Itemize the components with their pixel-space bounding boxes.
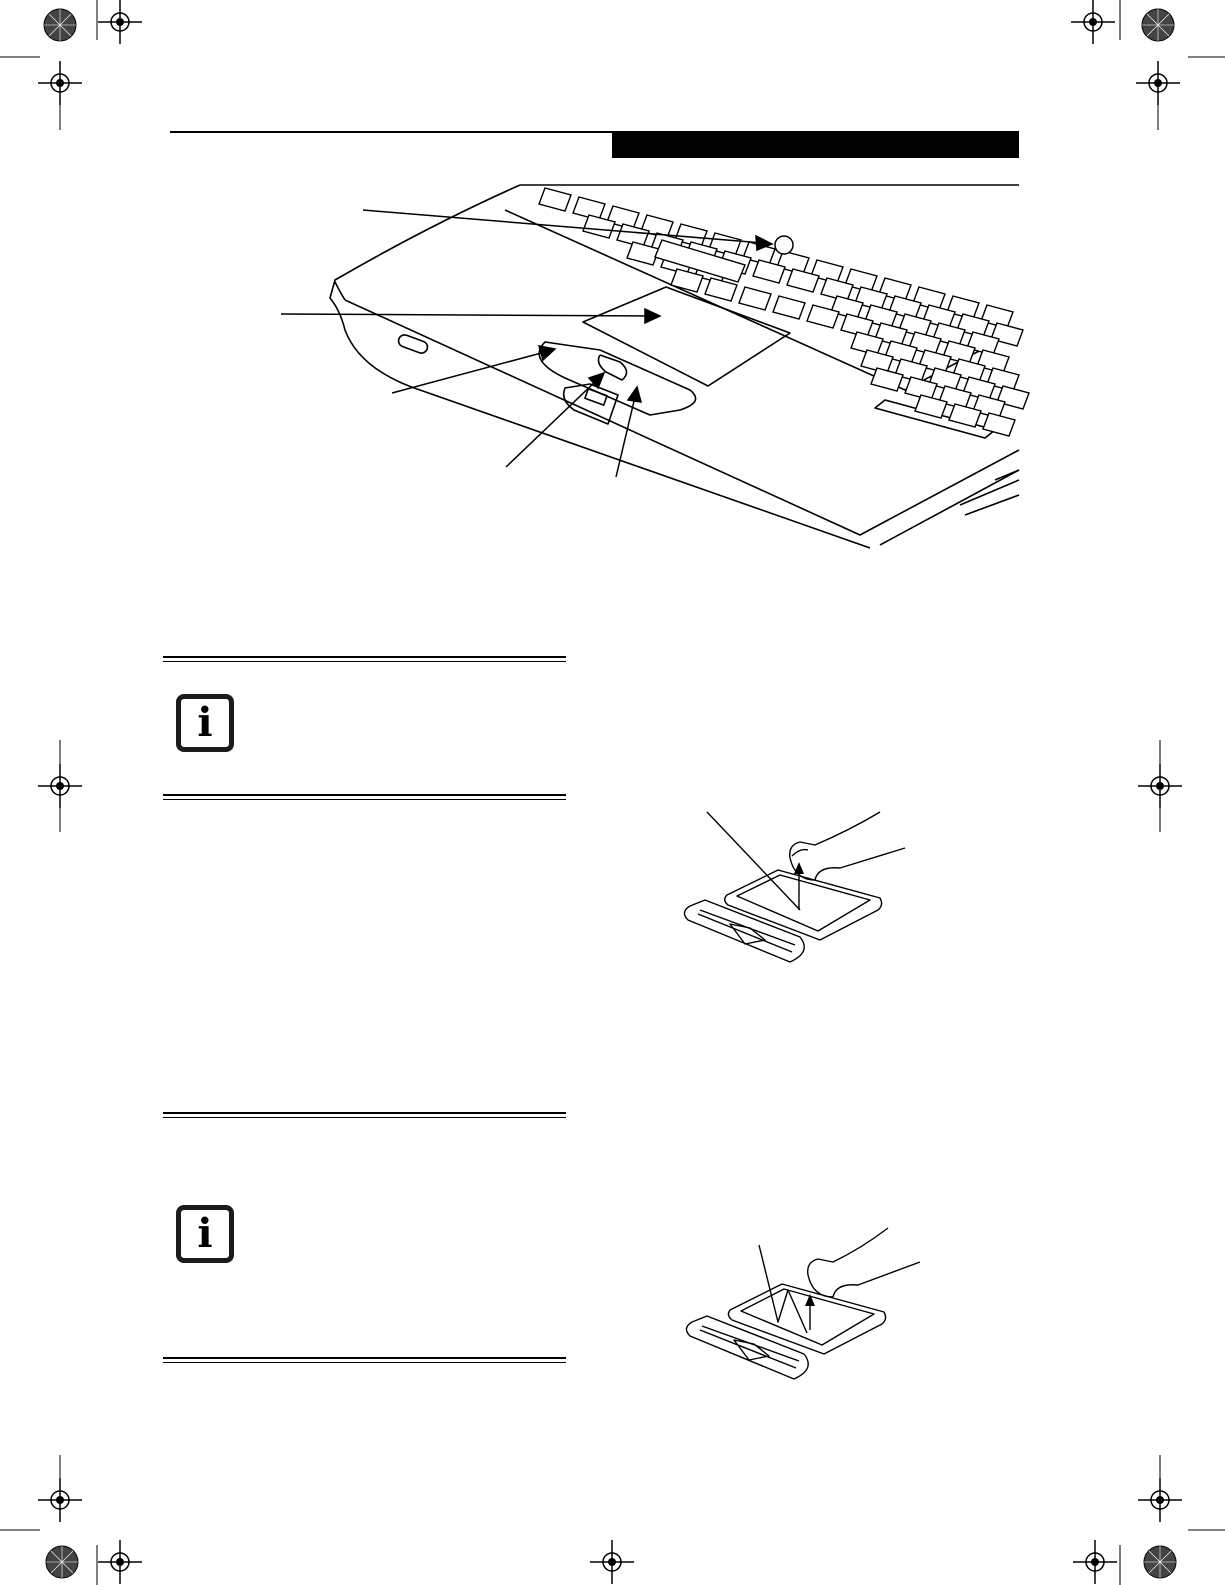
info-icon: i bbox=[176, 694, 234, 752]
info-icon: i bbox=[176, 1205, 234, 1263]
